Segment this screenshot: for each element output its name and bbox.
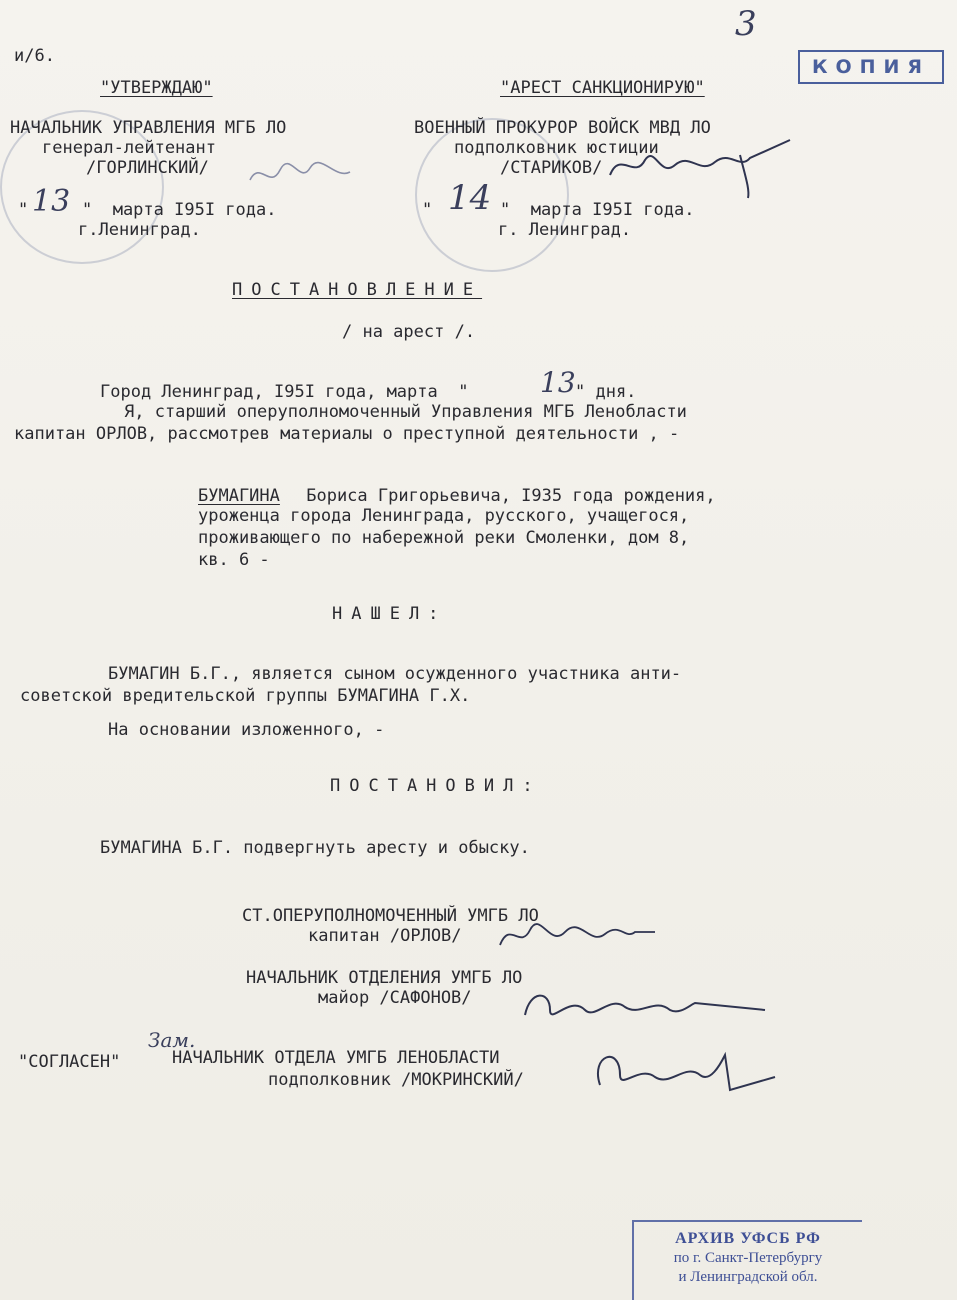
sanction-line1: ВОЕННЫЙ ПРОКУРОР ВОЙСК МВД ЛО: [414, 118, 711, 138]
intro-line2: Я, старший оперуполномоченный Управления МГБ Ленобласти: [124, 402, 687, 422]
sanction-date-day: 14: [448, 178, 492, 218]
archive-line3: и Ленинградской обл.: [678, 1269, 818, 1285]
archive-line1: АРХИВ УФСБ РФ: [675, 1230, 821, 1247]
doc-reference: и/6.: [14, 46, 55, 66]
zam-note: Зам.: [148, 1028, 196, 1052]
approve-date-rest: " марта I95I года.: [82, 200, 277, 220]
copy-stamp: КОПИЯ: [798, 50, 944, 84]
subject-line3: проживающего по набережной реки Смоленки, дом 8,: [198, 528, 690, 548]
sanction-city: г. Ленинград.: [498, 220, 632, 240]
sanction-line3: /СТАРИКОВ/: [500, 158, 603, 178]
found-heading: НАШЕЛ:: [332, 604, 448, 624]
decided-heading: ПОСТАНОВИЛ:: [330, 776, 542, 796]
signature-orlov: [490, 910, 660, 960]
signature-mokrinsky: [585, 1035, 785, 1105]
approve-date-day: 13: [32, 184, 71, 219]
subject-line1: Бориса Григорьевича, I935 года рождения,: [296, 486, 716, 506]
approve-city: г.Ленинград.: [78, 220, 201, 240]
page-number: 3: [735, 4, 757, 44]
sig2-line1: НАЧАЛЬНИК ОТДЕЛЕНИЯ УМГБ ЛО: [246, 968, 523, 988]
approve-line2: генерал-лейтенант: [42, 138, 216, 158]
approve-date-open: ": [18, 200, 29, 220]
document-subtitle: / на арест /.: [342, 322, 476, 342]
signature-starikov: [600, 130, 800, 200]
sig1-line2: капитан /ОРЛОВ/: [308, 926, 462, 946]
sanction-date-rest: " марта I95I года.: [500, 200, 695, 220]
agree-label: "СОГЛАСЕН": [18, 1052, 121, 1072]
intro-day: 13: [540, 366, 576, 399]
sig1-line1: СТ.ОПЕРУПОЛНОМОЧЕННЫЙ УМГБ ЛО: [242, 906, 539, 926]
approve-heading: "УТВЕРЖДАЮ": [100, 78, 213, 98]
approve-line3: /ГОРЛИНСКИЙ/: [86, 158, 209, 178]
subject-name: БУМАГИНА: [198, 486, 280, 506]
sig2-line2: майор /САФОНОВ/: [318, 988, 472, 1008]
archive-stamp: [632, 1220, 862, 1300]
found-line1: БУМАГИН Б.Г., является сыном осужденного участника анти-: [108, 664, 682, 684]
subject-line4: кв. 6 -: [198, 550, 270, 570]
document-title: ПОСТАНОВЛЕНИЕ: [232, 280, 483, 300]
archive-line2: по г. Санкт-Петербургу: [673, 1250, 823, 1266]
signature-safonov: [510, 975, 770, 1035]
found-line3: На основании изложенного, -: [108, 720, 385, 740]
intro-line1-b: " дня.: [575, 382, 637, 402]
found-line2: советской вредительской группы БУМАГИНА Г.Х.: [20, 686, 471, 706]
sanction-line2: подполковник юстиции: [454, 138, 659, 158]
approve-line1: НАЧАЛЬНИК УПРАВЛЕНИЯ МГБ ЛО: [10, 118, 287, 138]
signature-gorlinsky: [245, 150, 355, 200]
intro-line1-a: Город Ленинград, I95I года, марта ": [100, 382, 469, 402]
sanction-heading: "АРЕСТ САНКЦИОНИРУЮ": [500, 78, 705, 98]
sig3-line1: НАЧАЛЬНИК ОТДЕЛА УМГБ ЛЕНОБЛАСТИ: [172, 1048, 500, 1068]
sig3-line2: подполковник /МОКРИНСКИЙ/: [268, 1070, 524, 1090]
decision-text: БУМАГИНА Б.Г. подвергнуть аресту и обыску.: [100, 838, 530, 858]
sanction-date-open: ": [422, 200, 433, 220]
subject-line2: уроженца города Ленинграда, русского, учащегося,: [198, 506, 690, 526]
intro-line3: капитан ОРЛОВ, рассмотрев материалы о преступной деятельности , -: [14, 424, 680, 444]
